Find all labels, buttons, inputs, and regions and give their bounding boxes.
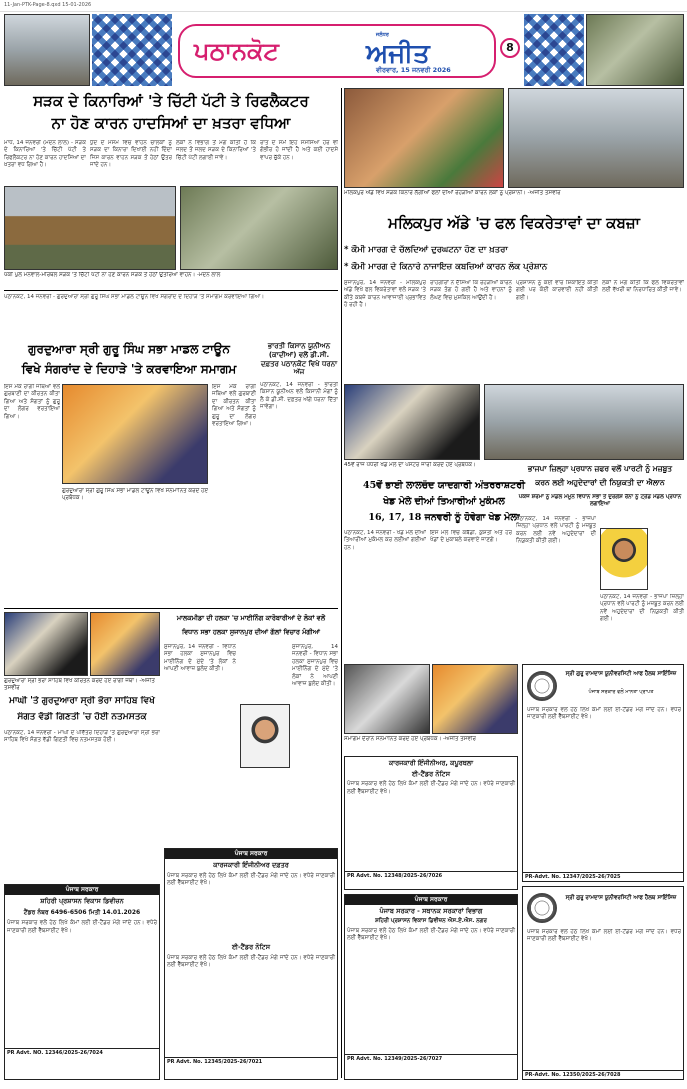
masthead-photo-right	[586, 14, 684, 86]
ad4-title: ਕਾਰਜਕਾਰੀ ਇੰਜੀਨੀਅਰ, ਕਪੂਰਥਲਾ	[388, 759, 474, 767]
story3-caption: ਗੁਰਦੁਆਰਾ ਸ੍ਰੀ ਗੁਰੂ ਸਿੰਘ ਸਭਾ ਮਾਡਲ ਟਾਊਨ ਵਿਖੇ ਸਨਮਾਨਿਤ ਕਰਦੇ ਹੋਏ ਪ੍ਰਬੰਧਕ।	[62, 488, 208, 502]
masthead-banner	[178, 24, 496, 78]
story6-headline-2: ਕਰਨ ਲਈ ਅਹੁਦੇਦਾਰਾਂ ਦੀ ਨਿਯੁਕਤੀ ਦਾ ਐਲਾਨ	[535, 478, 665, 487]
ad1-tender: ਟੈਂਡਰ ਨੰਬਰ 6496-6506 ਮਿਤੀ 14.01.2026	[23, 908, 141, 916]
ad6-footer: PR-Advt. No. 12350/2025-26/7028	[523, 1070, 683, 1079]
story6-sub: ਪੰਕਜ ਸ਼ਰਮਾ ਨੂੰ ਮੰਡਲ ਮਮੂਨ ਵਿਧਾਨ ਸਭਾ ਤੇ ਦੁਰਗੇਸ਼ ਰੈਨਾ ਨੂੰ ਟ੍ਰੇਡ ਮੰਡਲ ਪ੍ਰਧਾਨ ਲਗਾਇਆ	[518, 494, 682, 507]
ad5-header: ਪੰਜਾਬ ਸਰਕਾਰ	[345, 895, 517, 905]
ad1-footer: PR Advt. NO. 12346/2025-26/7024	[5, 1048, 159, 1057]
ad-block-2	[164, 848, 338, 1080]
story3-body: ਇਸ ਮੌਕੇ ਰਾਗੀ ਜਥਿਆਂ ਵਲੋਂ ਗੁਰਬਾਣੀ ਦਾ ਕੀਰਤਨ ਕੀਤਾ ਗਿਆ ਅਤੇ ਸੰਗਤਾਂ ਨੂੰ ਗੁਰੂ ਦਾ ਲੰਗਰ ਵਰਤਾਇਆ ਗਿਆ।	[4, 384, 60, 420]
masthead-date: ਵੀਰਵਾਰ, 15 ਜਨਵਰੀ 2026	[376, 66, 451, 74]
masthead-pattern-left	[92, 14, 172, 86]
story1-caption: ਪੱਕੀ ਪੁਲ ਮਨਵਾਲ-ਮੀਰਥਲ ਸੜਕ 'ਤੇ ਚਿੱਟੀ ਪੱਟੀ ਨਾ ਹੋਣ ਕਾਰਨ ਸੜਕ ਤੋਂ ਹੇਠਾਂ ਉਤਰਿਆ ਵਾਹਨ। -ਮਦਨ ਲਾਲ	[4, 272, 221, 278]
story5-photo-poster	[344, 384, 480, 460]
ad2-title: ਕਾਰਜਕਾਰੀ ਇੰਜੀਨੀਅਰ ਦਫ਼ਤਰ	[213, 860, 289, 869]
story2-headline: ਮਲਿਕਪੁਰ ਅੱਡੇ 'ਚ ਫਲ ਵਿਕਰੇਤਾਵਾਂ ਦਾ ਕਬਜ਼ਾ	[388, 214, 640, 232]
masthead-title-left: ਪਠਾਨਕੋਟ	[194, 36, 279, 65]
divider	[4, 608, 338, 609]
ad4-notice: ਈ-ਟੈਂਡਰ ਨੋਟਿਸ	[411, 770, 451, 779]
ad3-text: ਪੰਜਾਬ ਸਰਕਾਰ ਵਲੋਂ ਹੇਠ ਲਿਖੇ ਕੰਮਾਂ ਲਈ ਈ-ਟੈਂਡਰ ਮੰਗੇ ਜਾਂਦੇ ਹਨ। ਵਧੇਰੇ ਜਾਣਕਾਰੀ ਲਈ ਵੈੱਬਸਾਈਟ ਵੇਖੋ।	[527, 707, 681, 721]
ad2-header: ਪੰਜਾਬ ਸਰਕਾਰ	[165, 849, 337, 859]
story9-photo-1	[344, 664, 430, 734]
story6-body-2: ਪਠਾਨਕੋਟ, 14 ਜਨਵਰੀ - ਭਾਜਪਾ ਜ਼ਿਲ੍ਹਾ ਪ੍ਰਧਾਨ ਵਲੋਂ ਪਾਰਟੀ ਨੂੰ ਮਜ਼ਬੂਤ ਕਰਨ ਲਈ ਨਵੇਂ ਅਹੁਦੇਦਾਰਾਂ ਦੀ ਨਿਯੁਕਤੀ ਕੀਤੀ ਗਈ।	[600, 594, 684, 623]
story6-headline-1: ਭਾਜਪਾ ਜ਼ਿਲ੍ਹਾ ਪ੍ਰਧਾਨ ਜ਼ਫਰ ਵਲੋਂ ਪਾਰਟੀ ਨੂੰ ਮਜ਼ਬੂਤ	[527, 464, 673, 473]
story9-photo-2	[432, 664, 518, 734]
masthead-pattern-right	[524, 14, 584, 86]
story2-photo-road	[508, 88, 684, 188]
ad6-text: ਪੰਜਾਬ ਸਰਕਾਰ ਵਲੋਂ ਹੇਠ ਲਿਖੇ ਕੰਮਾਂ ਲਈ ਈ-ਟੈਂਡਰ ਮੰਗੇ ਜਾਂਦੇ ਹਨ। ਵਧੇਰੇ ਜਾਣਕਾਰੀ ਲਈ ਵੈੱਬਸਾਈਟ ਵੇਖੋ।	[527, 929, 681, 943]
ad3-sub: ਪੰਜਾਬ ਸਰਕਾਰ ਵਲੋਂ ਮਾਨਤਾ ਪ੍ਰਾਪਤ	[588, 689, 654, 695]
ad1-text: ਪੰਜਾਬ ਸਰਕਾਰ ਵਲੋਂ ਹੇਠ ਲਿਖੇ ਕੰਮਾਂ ਲਈ ਈ-ਟੈਂਡਰ ਮੰਗੇ ਜਾਂਦੇ ਹਨ। ਵਧੇਰੇ ਜਾਣਕਾਰੀ ਲਈ ਵੈੱਬਸਾਈਟ ਵੇਖੋ।	[7, 920, 157, 934]
story2-sub1: * ਕੌਮੀ ਮਾਰਗ ਦੇ ਚੱਲਦਿਆਂ ਦੁਰਘਟਨਾ ਹੋਣ ਦਾ ਖ਼ਤਰਾ	[344, 245, 508, 255]
story8-photo-portrait	[240, 704, 290, 768]
column-divider	[341, 88, 342, 1078]
story5-body-col1: ਪਠਾਨਕੋਟ, 14 ਜਨਵਰੀ - ਖੇਡ ਮੇਲੇ ਦੀਆਂ ਤਿਆਰੀਆਂ ਮੁਕੰਮਲ ਕਰ ਲਈਆਂ ਗਈਆਂ ਹਨ।	[344, 530, 426, 551]
story4-body: ਪਠਾਨਕੋਟ, 14 ਜਨਵਰੀ - ਭਾਰਤੀ ਕਿਸਾਨ ਯੂਨੀਅਨ ਵਲੋਂ ਕਿਸਾਨੀ ਮੰਗਾਂ ਨੂੰ ਲੈ ਕੇ ਡੀ.ਸੀ. ਦਫ਼ਤਰ ਅੱਗੇ ਧਰਨਾ ਦਿੱਤਾ ਜਾਵੇਗਾ।	[260, 382, 338, 411]
story7-photo-2	[90, 612, 160, 676]
ad6-title: ਸ੍ਰੀ ਗੁਰੂ ਰਾਮਦਾਸ ਯੂਨੀਵਰਸਿਟੀ ਆਫ ਹੈਲਥ ਸਾਇੰਸਿਜ਼	[565, 895, 677, 901]
ad-block-4	[344, 756, 518, 890]
story1-body-col2: ਧੁੰਦ ਦੇ ਮੌਸਮ ਵਿਚ ਵਾਹਨ ਚਾਲਕਾਂ ਨੂੰ ਸੜਕ ਦਾ ਕਿਨਾਰਾ ਦਿਖਾਈ ਨਹੀਂ ਦਿੰਦਾ ਜਿਸ ਕਾਰਨ ਵਾਹਨ ਸੜਕ ਤੋਂ ਹੇਠਾਂ ਉਤਰ ਜਾਂਦੇ ਹਨ।	[90, 140, 172, 169]
story1-headline-1: ਸੜਕ ਦੇ ਕਿਨਾਰਿਆਂ 'ਤੇ ਚਿੱਟੀ ਪੱਟੀ ਤੇ ਰਿਫਲੈਕਟਰ	[33, 92, 309, 110]
ad5-text: ਪੰਜਾਬ ਸਰਕਾਰ ਵਲੋਂ ਹੇਠ ਲਿਖੇ ਕੰਮਾਂ ਲਈ ਈ-ਟੈਂਡਰ ਮੰਗੇ ਜਾਂਦੇ ਹਨ। ਵਧੇਰੇ ਜਾਣਕਾਰੀ ਲਈ ਵੈੱਬਸਾਈਟ ਵੇਖੋ।	[347, 927, 515, 941]
ad-block-5	[344, 894, 518, 1080]
story3-headline-2: ਵਿਖੇ ਸੰਗਰਾਂਦ ਦੇ ਦਿਹਾੜੇ 'ਤੇ ਕਰਵਾਇਆ ਸਮਾਗਮ	[21, 362, 237, 376]
story7-caption: ਗੁਰਦੁਆਰਾ ਸ੍ਰੀ ਭੋਰਾ ਸਾਹਿਬ ਵਿਖੇ ਕੀਰਤਨ ਕਰਦੇ ਹੋਏ ਰਾਗੀ ਜਥਾ। -ਅਜੀਤ ਤਸਵੀਰ	[4, 678, 155, 692]
story1-headline-2: ਨਾ ਹੋਣ ਕਾਰਨ ਹਾਦਸਿਆਂ ਦਾ ਖ਼ਤਰਾ ਵਧਿਆ	[51, 114, 291, 132]
ad4-text: ਪੰਜਾਬ ਸਰਕਾਰ ਵਲੋਂ ਹੇਠ ਲਿਖੇ ਕੰਮਾਂ ਲਈ ਈ-ਟੈਂਡਰ ਮੰਗੇ ਜਾਂਦੇ ਹਨ। ਵਧੇਰੇ ਜਾਣਕਾਰੀ ਲਈ ਵੈੱਬਸਾਈਟ ਵੇਖੋ।	[347, 781, 515, 795]
story7-headline-2: ਸੰਗਤ ਵੱਡੀ ਗਿਣਤੀ 'ਚ ਹੋਈ ਨਤਮਸਤਕ	[17, 712, 147, 722]
ad-block-6	[522, 886, 684, 1080]
story5-headline-1: 45ਵੇਂ ਭਾਈ ਲਾਲਚੰਦ ਯਾਦਗਾਰੀ ਅੰਤਰਰਾਸ਼ਟਰੀ	[363, 480, 525, 491]
story5-body-col2: ਇਸ ਮੇਲੇ ਵਿਚ ਕਬੱਡੀ, ਕੁਸ਼ਤੀ ਅਤੇ ਹੋਰ ਖੇਡਾਂ ਦੇ ਮੁਕਾਬਲੇ ਕਰਵਾਏ ਜਾਣਗੇ।	[430, 530, 512, 544]
story6-body: ਪਠਾਨਕੋਟ, 14 ਜਨਵਰੀ - ਭਾਜਪਾ ਜ਼ਿਲ੍ਹਾ ਪ੍ਰਧਾਨ ਵਲੋਂ ਪਾਰਟੀ ਨੂੰ ਮਜ਼ਬੂਤ ਕਰਨ ਲਈ ਨਵੇਂ ਅਹੁਦੇਦਾਰਾਂ ਦੀ ਨਿਯੁਕਤੀ ਕੀਤੀ ਗਈ।	[516, 516, 596, 545]
university-seal-icon	[527, 671, 557, 701]
story3-intro: ਪਠਾਨਕੋਟ, 14 ਜਨਵਰੀ - ਗੁਰਦੁਆਰਾ ਸ੍ਰੀ ਗੁਰੂ ਸਿੰਘ ਸਭਾ ਮਾਡਲ ਟਾਊਨ ਵਿਖੇ ਸੰਗਰਾਂਦ ਦੇ ਦਿਹਾੜੇ 'ਤੇ ਸਮਾਗਮ ਕਰਵਾਇਆ ਗਿਆ।	[4, 294, 265, 300]
ad4-footer: PR Advt. No. 12348/2025-26/7026	[345, 871, 517, 880]
ad-block-1	[4, 884, 160, 1080]
story5-headline-2: ਖੇਡ ਮੇਲੇ ਦੀਆਂ ਤਿਆਰੀਆਂ ਮੁਕੰਮਲ	[383, 496, 505, 507]
story7-photo-1	[4, 612, 88, 676]
story3-headline-1: ਗੁਰਦੁਆਰਾ ਸ੍ਰੀ ਗੁਰੂ ਸਿੰਘ ਸਭਾ ਮਾਡਲ ਟਾਊਨ	[28, 342, 230, 356]
ad5-footer: PR Advt. No. 12349/2025-26/7027	[345, 1054, 517, 1063]
story5-photo-group	[484, 384, 684, 460]
story7-body: ਪਠਾਨਕੋਟ, 14 ਜਨਵਰੀ - ਮਾਘੀ ਦੇ ਪਵਿੱਤਰ ਦਿਹਾੜੇ 'ਤੇ ਗੁਰਦੁਆਰਾ ਸ੍ਰੀ ਭੋਰਾ ਸਾਹਿਬ ਵਿਖੇ ਸੰਗਤ ਵੱਡੀ ਗਿਣਤੀ ਵਿਚ ਨਤਮਸਤਕ ਹੋਈ।	[4, 730, 160, 744]
story5-headline-3: 16, 17, 18 ਜਨਵਰੀ ਨੂੰ ਹੋਵੇਗਾ ਖੇਡ ਮੇਲਾ	[368, 512, 520, 523]
story1-body-col4: ਰਾਤ ਦੇ ਸਮੇਂ ਇਹ ਸਮੱਸਿਆ ਹੋਰ ਵੀ ਗੰਭੀਰ ਹੋ ਜਾਂਦੀ ਹੈ ਅਤੇ ਕਈ ਹਾਦਸੇ ਵਾਪਰ ਚੁੱਕੇ ਹਨ।	[260, 140, 338, 161]
ad2-text: ਪੰਜਾਬ ਸਰਕਾਰ ਵਲੋਂ ਹੇਠ ਲਿਖੇ ਕੰਮਾਂ ਲਈ ਈ-ਟੈਂਡਰ ਮੰਗੇ ਜਾਂਦੇ ਹਨ। ਵਧੇਰੇ ਜਾਣਕਾਰੀ ਲਈ ਵੈੱਬਸਾਈਟ ਵੇਖੋ।	[167, 872, 335, 887]
story1-photo-truck	[4, 186, 176, 270]
story5-caption: 45ਵੇਂ ਰਾਜ ਪੱਧਰੀ ਖੇਡ ਮੇਲੇ ਦਾ ਪੋਸਟਰ ਜਾਰੀ ਕਰਦੇ ਹੋਏ ਪ੍ਰਬੰਧਕ।	[344, 462, 476, 468]
ad2-footer: PR Advt. No. 12345/2025-26/7021	[165, 1057, 337, 1066]
ad1-title: ਸ਼ਹਿਰੀ ਪ੍ਰਸ਼ਾਸਨ ਵਿਕਾਸ ਡਿਵੀਜ਼ਨ	[40, 896, 124, 905]
story2-sub2: * ਕੌਮੀ ਮਾਰਗ ਦੇ ਕਿਨਾਰੇ ਨਾਜਾਇਜ਼ ਕਬਜ਼ਿਆਂ ਕਾਰਨ ਲੋਕ ਪ੍ਰੇਸ਼ਾਨ	[344, 262, 548, 272]
ad3-title: ਸ੍ਰੀ ਗੁਰੂ ਰਾਮਦਾਸ ਯੂਨੀਵਰਸਿਟੀ ਆਫ ਹੈਲਥ ਸਾਇੰਸਿਜ਼	[565, 671, 677, 677]
story8-headline-2: ਵਿਧਾਨ ਸਭਾ ਹਲਕਾ ਸੁਜਾਨਪੁਰ ਦੀਆਂ ਗੱਲਾਂ ਵਿਚਾਰ ਮੰਗੀਆਂ	[182, 628, 320, 636]
ad3-footer: PR-Advt. No. 12347/2025-26/7025	[523, 872, 683, 881]
story8-body: ਸੁਜਾਨਪੁਰ, 14 ਜਨਵਰੀ - ਵਿਧਾਨ ਸਭਾ ਹਲਕਾ ਸੁਜਾਨਪੁਰ ਵਿਚ ਮਾਈਨਿੰਗ ਦੇ ਮੁੱਦੇ 'ਤੇ ਲੋਕਾਂ ਨੇ ਆਪਣੀ ਆਵਾਜ਼ ਬੁਲੰਦ ਕੀਤੀ।	[164, 644, 236, 673]
story8-headline-1: ਮਾਲਕਮੀਡਾ ਦੀ ਹਲਕਾ 'ਚ ਮਾਈਨਿੰਗ ਕਾਰੋਬਾਰੀਆਂ ਦੇ ਲੋਕਾਂ ਵਲੋਂ	[176, 614, 326, 622]
story2-body-col3: ਪ੍ਰਸ਼ਾਸਨ ਨੂੰ ਕਈ ਵਾਰ ਸ਼ਿਕਾਇਤ ਕੀਤੀ ਗਈ ਪਰ ਕੋਈ ਕਾਰਵਾਈ ਨਹੀਂ ਕੀਤੀ ਗਈ।	[516, 280, 598, 301]
masthead-title-right: ਅਜੀਤ	[366, 39, 430, 69]
story4-headline: ਭਾਰਤੀ ਕਿਸਾਨ ਯੂਨੀਅਨ (ਕਾਦੀਆਂ) ਵਲੋਂ ਡੀ.ਸੀ. ਦਫ਼ਤਰ ਪਠਾਨਕੋਟ ਵਿਖੇ ਧਰਨਾ ਅੱਜ	[260, 342, 338, 377]
page-number: 8	[506, 41, 514, 54]
story9-caption: ਸਮਾਗਮ ਦੌਰਾਨ ਸਨਮਾਨਿਤ ਕਰਦੇ ਹੋਏ ਪ੍ਰਬੰਧਕ। -ਅਜੀਤ ਤਸਵੀਰ	[344, 736, 476, 742]
masthead-city: ਜਲੰਧਰ	[376, 32, 389, 38]
story2-caption: ਮਲਿਕਪੁਰ ਅੱਡੇ ਵਿਖੇ ਸੜਕ ਕਿਨਾਰੇ ਲੱਗੀਆਂ ਫਲਾਂ ਦੀਆਂ ਰੇਹੜੀਆਂ ਕਾਰਨ ਲੋਕਾਂ ਨੂੰ ਪ੍ਰੇਸ਼ਾਨੀ। -ਅਜੀਤ ਤਸਵੀਰ	[344, 190, 561, 196]
ad2-notice: ਈ-ਟੈਂਡਰ ਨੋਟਿਸ	[231, 942, 271, 951]
story2-photo-fruits	[344, 88, 504, 188]
story2-body-col1: ਸੁਜਾਨਪੁਰ, 14 ਜਨਵਰੀ - ਮਲਿਕਪੁਰ ਅੱਡੇ ਵਿਖੇ ਫਲ ਵਿਕਰੇਤਾਵਾਂ ਵਲੋਂ ਸੜਕ 'ਤੇ ਕੀਤੇ ਕਬਜ਼ੇ ਕਾਰਨ ਆਵਾਜਾਈ ਪ੍ਰਭਾਵਿਤ ਹੋ ਰਹੀ ਹੈ।	[344, 280, 426, 309]
print-header: 11-Jan-PTK-Page-8.qxd 15-01-2026	[0, 0, 687, 12]
story1-body-col1: ਮਾਧੋ, 14 ਜਨਵਰੀ (ਮਦਨ ਲਾਲ) - ਸੜਕ ਦੇ ਕਿਨਾਰਿਆਂ 'ਤੇ ਚਿੱਟੀ ਪੱਟੀ ਤੇ ਰਿਫਲੈਕਟਰ ਨਾ ਹੋਣ ਕਾਰਨ ਹਾਦਸਿਆਂ ਦਾ ਖ਼ਤਰਾ ਵਧ ਗਿਆ ਹੈ।	[4, 140, 86, 169]
page-number-circle	[500, 38, 520, 58]
story2-body-col4: ਲੋਕਾਂ ਨੇ ਮੰਗ ਕੀਤੀ ਕਿ ਫਲ ਵਿਕਰੇਤਾਵਾਂ ਲਈ ਵੱਖਰੀ ਥਾਂ ਨਿਰਧਾਰਿਤ ਕੀਤੀ ਜਾਵੇ।	[602, 280, 684, 294]
story6-photo-portrait	[600, 528, 648, 590]
story1-photo-roadside	[180, 186, 338, 270]
story3-body-2: ਇਸ ਮੌਕੇ ਰਾਗੀ ਜਥਿਆਂ ਵਲੋਂ ਗੁਰਬਾਣੀ ਦਾ ਕੀਰਤਨ ਕੀਤਾ ਗਿਆ ਅਤੇ ਸੰਗਤਾਂ ਨੂੰ ਗੁਰੂ ਦਾ ਲੰਗਰ ਵਰਤਾਇਆ ਗਿਆ।	[212, 384, 256, 428]
ad5-sub: ਸ਼ਹਿਰੀ ਪ੍ਰਸ਼ਾਸਨ ਵਿਕਾਸ ਡਿਵੀਜ਼ਨ ਐਸ.ਏ.ਐਸ. ਨਗਰ	[375, 917, 487, 924]
ad1-header: ਪੰਜਾਬ ਸਰਕਾਰ	[5, 885, 159, 895]
story1-body-col3: ਲੋਕਾਂ ਨੇ ਵਿਭਾਗ ਤੋਂ ਮੰਗ ਕੀਤੀ ਹੈ ਕਿ ਜਲਦ ਤੋਂ ਜਲਦ ਸੜਕ ਦੇ ਕਿਨਾਰਿਆਂ 'ਤੇ ਚਿੱਟੀ ਪੱਟੀ ਲਗਾਈ ਜਾਵੇ।	[176, 140, 256, 161]
story7-headline-1: ਮਾਘੀ 'ਤੇ ਗੁਰਦੁਆਰਾ ਸ੍ਰੀ ਭੋਰਾ ਸਾਹਿਬ ਵਿਖੇ	[9, 696, 155, 706]
university-seal-icon	[527, 893, 557, 923]
masthead-photo-left	[4, 14, 90, 86]
divider	[4, 290, 338, 291]
story2-body-col2: ਰਾਹਗੀਰਾਂ ਨੇ ਦੱਸਿਆ ਕਿ ਰੇਹੜੀਆਂ ਕਾਰਨ ਸੜਕ ਤੰਗ ਹੋ ਗਈ ਹੈ ਅਤੇ ਵਾਹਨਾਂ ਨੂੰ ਲੰਘਣ ਵਿਚ ਮੁਸ਼ਕਿਲ ਆਉਂਦੀ ਹੈ।	[430, 280, 512, 301]
story3-photo	[62, 384, 208, 484]
ad-block-3	[522, 664, 684, 882]
story8-body-2: ਸੁਜਾਨਪੁਰ, 14 ਜਨਵਰੀ - ਵਿਧਾਨ ਸਭਾ ਹਲਕਾ ਸੁਜਾਨਪੁਰ ਵਿਚ ਮਾਈਨਿੰਗ ਦੇ ਮੁੱਦੇ 'ਤੇ ਲੋਕਾਂ ਨੇ ਆਪਣੀ ਆਵਾਜ਼ ਬੁਲੰਦ ਕੀਤੀ।	[292, 644, 338, 688]
ad5-title: ਪੰਜਾਬ ਸਰਕਾਰ - ਸਥਾਨਕ ਸਰਕਾਰਾਂ ਵਿਭਾਗ	[379, 906, 483, 915]
ad2-text-2: ਪੰਜਾਬ ਸਰਕਾਰ ਵਲੋਂ ਹੇਠ ਲਿਖੇ ਕੰਮਾਂ ਲਈ ਈ-ਟੈਂਡਰ ਮੰਗੇ ਜਾਂਦੇ ਹਨ। ਵਧੇਰੇ ਜਾਣਕਾਰੀ ਲਈ ਵੈੱਬਸਾਈਟ ਵੇਖੋ।	[167, 954, 335, 969]
